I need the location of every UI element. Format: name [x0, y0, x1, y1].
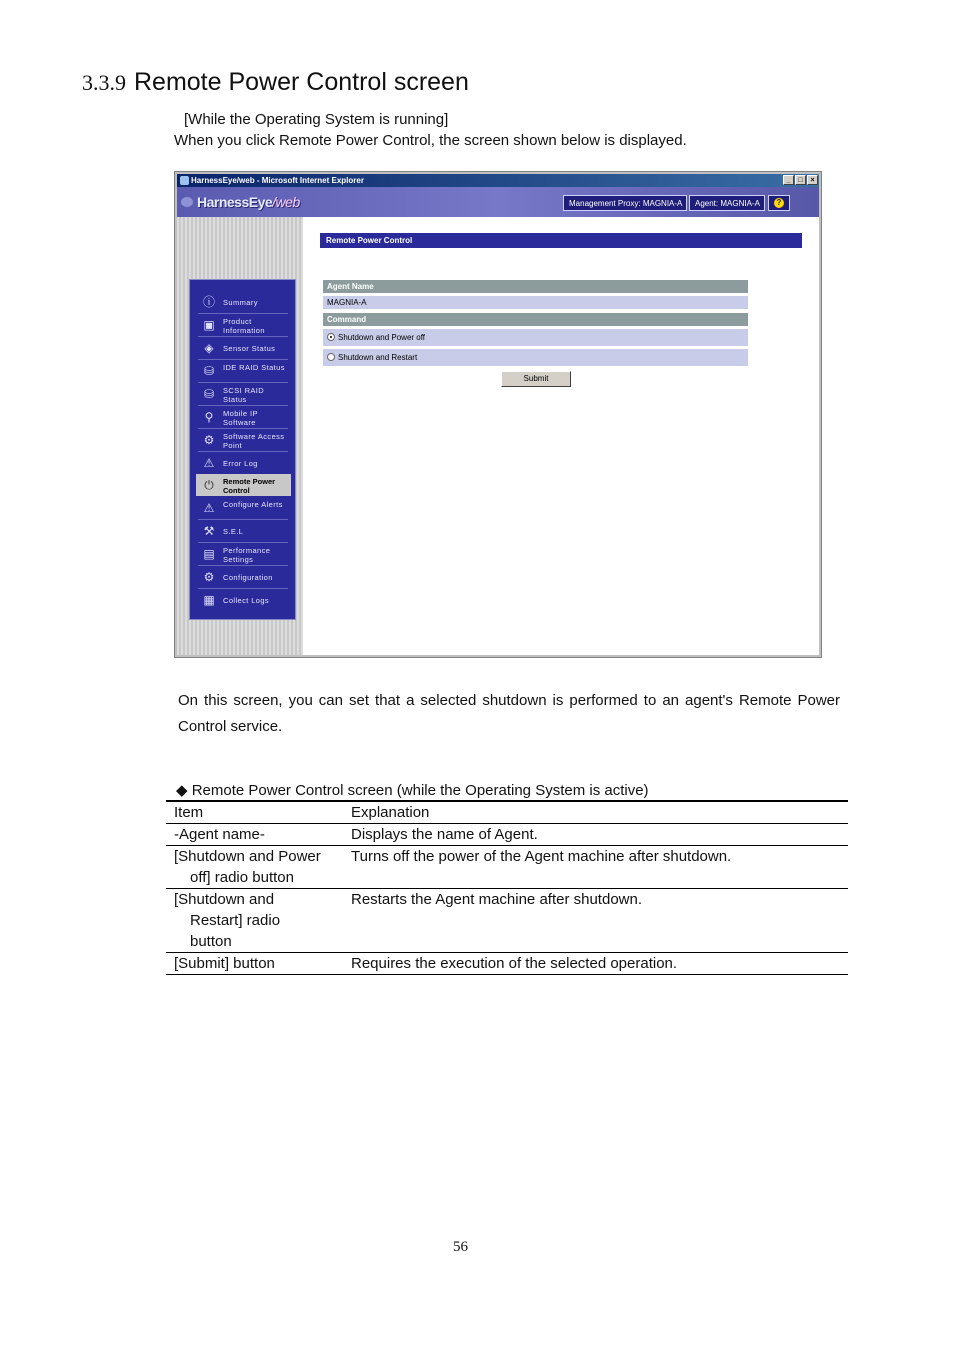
- nav-item-sel[interactable]: [196, 520, 291, 542]
- row-explanation: Turns off the power of the Agent machine after shutdown.: [351, 848, 732, 865]
- configuration-icon: ⚙: [203, 570, 215, 584]
- access-point-icon: ⚙: [203, 433, 215, 447]
- performance-icon: ▤: [203, 547, 215, 561]
- option-shutdown-restart-label: Shutdown and Restart: [338, 353, 418, 362]
- power-icon: ⏻: [204, 478, 214, 492]
- nav-label: Software Access Point: [223, 432, 285, 450]
- content-pane: [303, 217, 819, 655]
- section-title: [82, 68, 469, 97]
- logo-mark-icon: [181, 197, 193, 207]
- nav-item-scsi-raid-status[interactable]: [196, 383, 291, 405]
- nav-label: Remote Power Control: [223, 477, 276, 495]
- section-title-text: Remote Power Control screen: [134, 68, 469, 96]
- ie-icon: [180, 176, 189, 185]
- header-item: Item: [174, 804, 204, 821]
- agent-label: Agent: MAGNIA-A: [689, 195, 765, 211]
- nav-label: Summary: [223, 298, 258, 307]
- logo-suffix: /web: [272, 194, 300, 210]
- logo-main: HarnessEye: [197, 194, 273, 210]
- app-logo: [197, 194, 300, 210]
- nav-item-sensor-status[interactable]: [196, 337, 291, 359]
- option-shutdown-restart[interactable]: [323, 349, 748, 366]
- row-explanation: Displays the name of Agent.: [351, 826, 538, 843]
- nav-item-error-log[interactable]: [196, 452, 291, 474]
- error-log-icon: ⚠: [203, 456, 215, 470]
- row-item: [166, 953, 343, 975]
- row-item-text: [Shutdown and: [174, 891, 275, 908]
- page-number: 56: [453, 1239, 468, 1255]
- scsi-raid-icon: ⛁: [203, 387, 215, 401]
- intro-line-2: When you click Remote Power Control, the screen shown below is displayed.: [174, 132, 687, 149]
- description-paragraph: On this screen, you can set that a selected shutdown is performed to an agent's Remote Power Control service.: [178, 692, 840, 735]
- row-item: [166, 846, 343, 889]
- nav-item-performance-settings[interactable]: [196, 543, 291, 565]
- alerts-icon: ⚠: [203, 501, 215, 515]
- row-item: [166, 889, 343, 953]
- product-icon: ▣: [203, 318, 215, 332]
- nav-label: Configure Alerts: [223, 500, 283, 509]
- nav-label: S.E.L: [223, 527, 244, 536]
- close-button[interactable]: ×: [807, 175, 818, 185]
- info-icon: ⓘ: [202, 295, 215, 309]
- row-item-text-cont: off] radio button: [190, 869, 294, 886]
- nav-item-configure-alerts[interactable]: [196, 497, 291, 519]
- nav-item-ide-raid-status[interactable]: [196, 360, 291, 382]
- row-item-text-cont: Restart] radio button: [190, 912, 281, 950]
- nav-item-collect-logs[interactable]: [196, 589, 291, 611]
- nav-label: Configuration: [223, 573, 273, 582]
- row-item: [166, 824, 343, 846]
- management-proxy-label: Management Proxy: MAGNIA-A: [563, 195, 687, 211]
- row-item-text: [Submit] button: [174, 955, 275, 972]
- nav-label: IDE RAID Status: [223, 363, 285, 372]
- content-title: Remote Power Control: [320, 233, 802, 248]
- command-header: Command: [323, 313, 748, 326]
- row-item-text: [Shutdown and Power: [174, 848, 321, 865]
- radio-shutdown-restart[interactable]: [327, 353, 335, 361]
- sel-icon: ⚒: [203, 524, 215, 538]
- nav-item-software-access-point[interactable]: [196, 429, 291, 451]
- sidebar-nav: [189, 279, 296, 620]
- radio-shutdown-power-off[interactable]: [327, 333, 335, 341]
- table-row: [166, 953, 848, 975]
- row-explanation: Requires the execution of the selected operation.: [351, 955, 678, 972]
- table-header-row: [166, 801, 848, 824]
- intro-line-1: [While the Operating System is running]: [184, 111, 449, 128]
- explanation-table: [166, 800, 848, 975]
- nav-label: Performance Settings: [223, 546, 271, 564]
- nav-item-remote-power-control[interactable]: [196, 474, 291, 496]
- sidebar-background: [177, 217, 303, 655]
- nav-item-configuration[interactable]: [196, 566, 291, 588]
- nav-label: Collect Logs: [223, 596, 270, 605]
- section-number: 3.3.9: [82, 70, 126, 95]
- option-shutdown-power-off[interactable]: [323, 329, 748, 346]
- window-title: HarnessEye/web - Microsoft Internet Explorer: [191, 176, 364, 185]
- help-button[interactable]: [768, 195, 790, 211]
- agent-name-value: MAGNIA-A: [323, 296, 748, 309]
- nav-item-mobile-ip-software[interactable]: [196, 406, 291, 428]
- minimize-button[interactable]: _: [783, 175, 794, 185]
- nav-item-product-information[interactable]: [196, 314, 291, 336]
- window-titlebar: [177, 174, 819, 187]
- table-row: [166, 824, 848, 846]
- row-item-text: -Agent name-: [174, 826, 265, 843]
- nav-item-summary[interactable]: [196, 291, 291, 313]
- option-shutdown-power-off-label: Shutdown and Power off: [338, 333, 426, 342]
- nav-label: Sensor Status: [223, 344, 276, 353]
- nav-label: Mobile IP Software: [223, 409, 258, 427]
- maximize-button[interactable]: □: [795, 175, 806, 185]
- agent-name-header: Agent Name: [323, 280, 748, 293]
- mobile-ip-icon: ⚲: [204, 410, 214, 424]
- browser-window-screenshot: [174, 171, 822, 658]
- sensor-icon: ◈: [204, 341, 214, 355]
- nav-label: Product Information: [223, 317, 265, 335]
- help-icon: ?: [774, 198, 784, 208]
- table-caption: ◆ Remote Power Control screen (while the Operating System is active): [176, 782, 649, 799]
- app-header: [177, 187, 819, 217]
- row-explanation: Restarts the Agent machine after shutdown.: [351, 891, 642, 908]
- ide-raid-icon: ⛁: [203, 364, 215, 378]
- collect-logs-icon: ▦: [203, 593, 215, 607]
- submit-button[interactable]: Submit: [501, 371, 571, 387]
- nav-label: Error Log: [223, 459, 258, 468]
- header-explanation: Explanation: [351, 804, 430, 821]
- table-row: [166, 846, 848, 889]
- table-row: [166, 889, 848, 953]
- nav-label: SCSI RAID Status: [223, 386, 265, 404]
